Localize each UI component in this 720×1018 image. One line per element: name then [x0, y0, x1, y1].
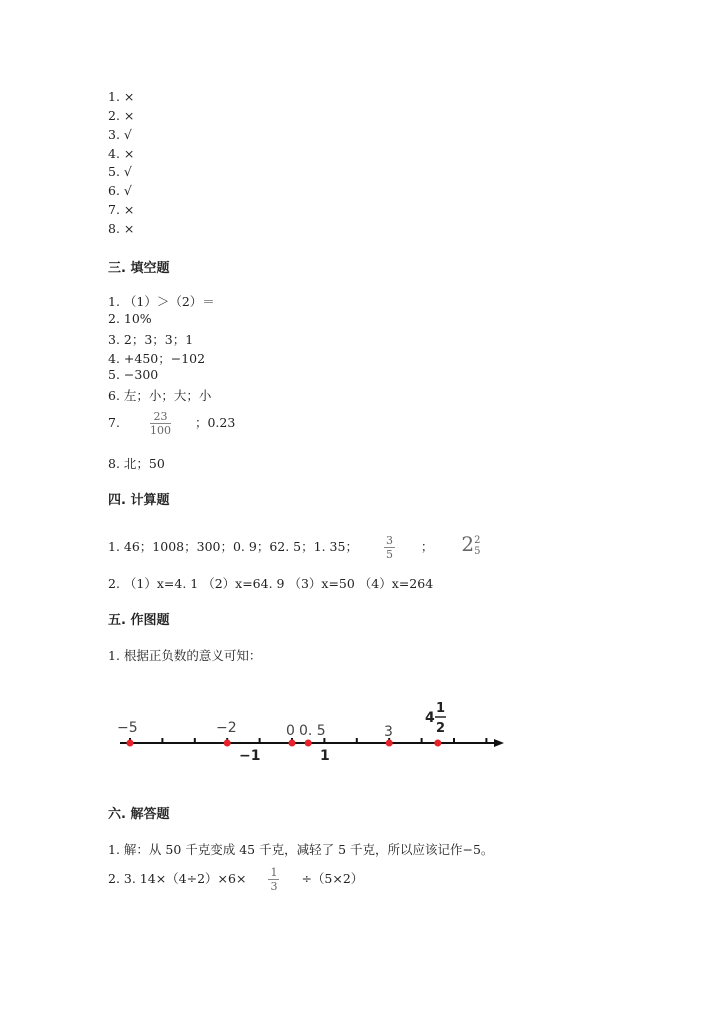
denominator: 3 [270, 880, 278, 893]
label-0: 0 [286, 723, 295, 739]
answer-line: 4. +450；−102 [108, 351, 206, 366]
mixed-number [461, 532, 480, 556]
answer-line: 1. 根据正负数的意义可知： [108, 648, 262, 663]
numerator: 2 [474, 534, 481, 546]
label-4-half-den: 2 [436, 721, 446, 736]
numerator: 3 [385, 534, 393, 547]
answer-line: 8. 北；50 [108, 456, 165, 471]
answer-line: 5. √ [108, 164, 132, 179]
answer-line: 2. （1）x=4. 1 （2）x=64. 9 （3）x=50 （4）x=264 [108, 576, 434, 591]
answer-line [108, 532, 481, 561]
answer-line: 6. 左；小；大；小 [108, 388, 212, 403]
answer-text: ÷（5×2） [301, 871, 364, 886]
label-4-half-num: 1 [436, 701, 446, 716]
answer-line: 1. 解：从 50 千克变成 45 千克，减轻了 5 千克，所以应该记作−5。 [108, 842, 494, 857]
point-marker [127, 740, 134, 747]
answer-line: 7. × [108, 202, 135, 217]
whole-part: 2 [461, 532, 475, 556]
answer-text: 1. 46；1008；300；0. 9；62. 5；1. 35； [108, 539, 358, 554]
numerator: 23 [150, 410, 171, 424]
section-heading: 六. 解答题 [108, 807, 170, 822]
label-0-5: 0. 5 [299, 723, 326, 739]
label-neg2: −2 [216, 720, 237, 736]
point-marker [289, 740, 296, 747]
answer-line: 4. × [108, 146, 135, 161]
arrow-icon [494, 739, 504, 747]
item-number: 7. [108, 415, 120, 430]
answer-line: 3. √ [108, 127, 132, 142]
point-marker [224, 740, 231, 747]
label-4-half-whole: 4 [425, 710, 435, 726]
section-heading: 五. 作图题 [108, 613, 170, 628]
answer-line: 1. （1）＞（2）＝ [108, 294, 215, 309]
fraction [384, 534, 395, 561]
number-line [0, 690, 720, 770]
denominator: 5 [474, 545, 481, 557]
section-heading: 三. 填空题 [108, 261, 170, 276]
separator: ； [420, 539, 434, 554]
answer-line [108, 410, 235, 437]
section-heading: 四. 计算题 [108, 493, 170, 508]
answer-text: ；0.23 [194, 415, 236, 430]
label-neg1: −1 [239, 748, 261, 764]
point-marker [305, 740, 312, 747]
answer-text: 2. 3. 14×（4÷2）×6× [108, 871, 247, 886]
denominator: 100 [149, 424, 171, 437]
answer-line: 3. 2；3；3；1 [108, 332, 194, 347]
point-marker [434, 740, 441, 747]
answer-line: 5. −300 [108, 367, 159, 382]
answer-line: 6. √ [108, 183, 132, 198]
fraction [268, 866, 279, 893]
answer-line: 8. × [108, 221, 135, 236]
answer-line [108, 866, 363, 893]
label-3: 3 [384, 724, 393, 740]
numerator: 1 [270, 866, 278, 879]
point-marker [386, 740, 393, 747]
label-1: 1 [320, 748, 330, 764]
answer-line: 2. × [108, 108, 135, 123]
answer-line: 1. × [108, 89, 135, 104]
fraction [150, 410, 171, 437]
answer-line: 2. 10% [108, 311, 152, 326]
label-neg5: −5 [117, 720, 138, 736]
denominator: 5 [385, 548, 393, 561]
